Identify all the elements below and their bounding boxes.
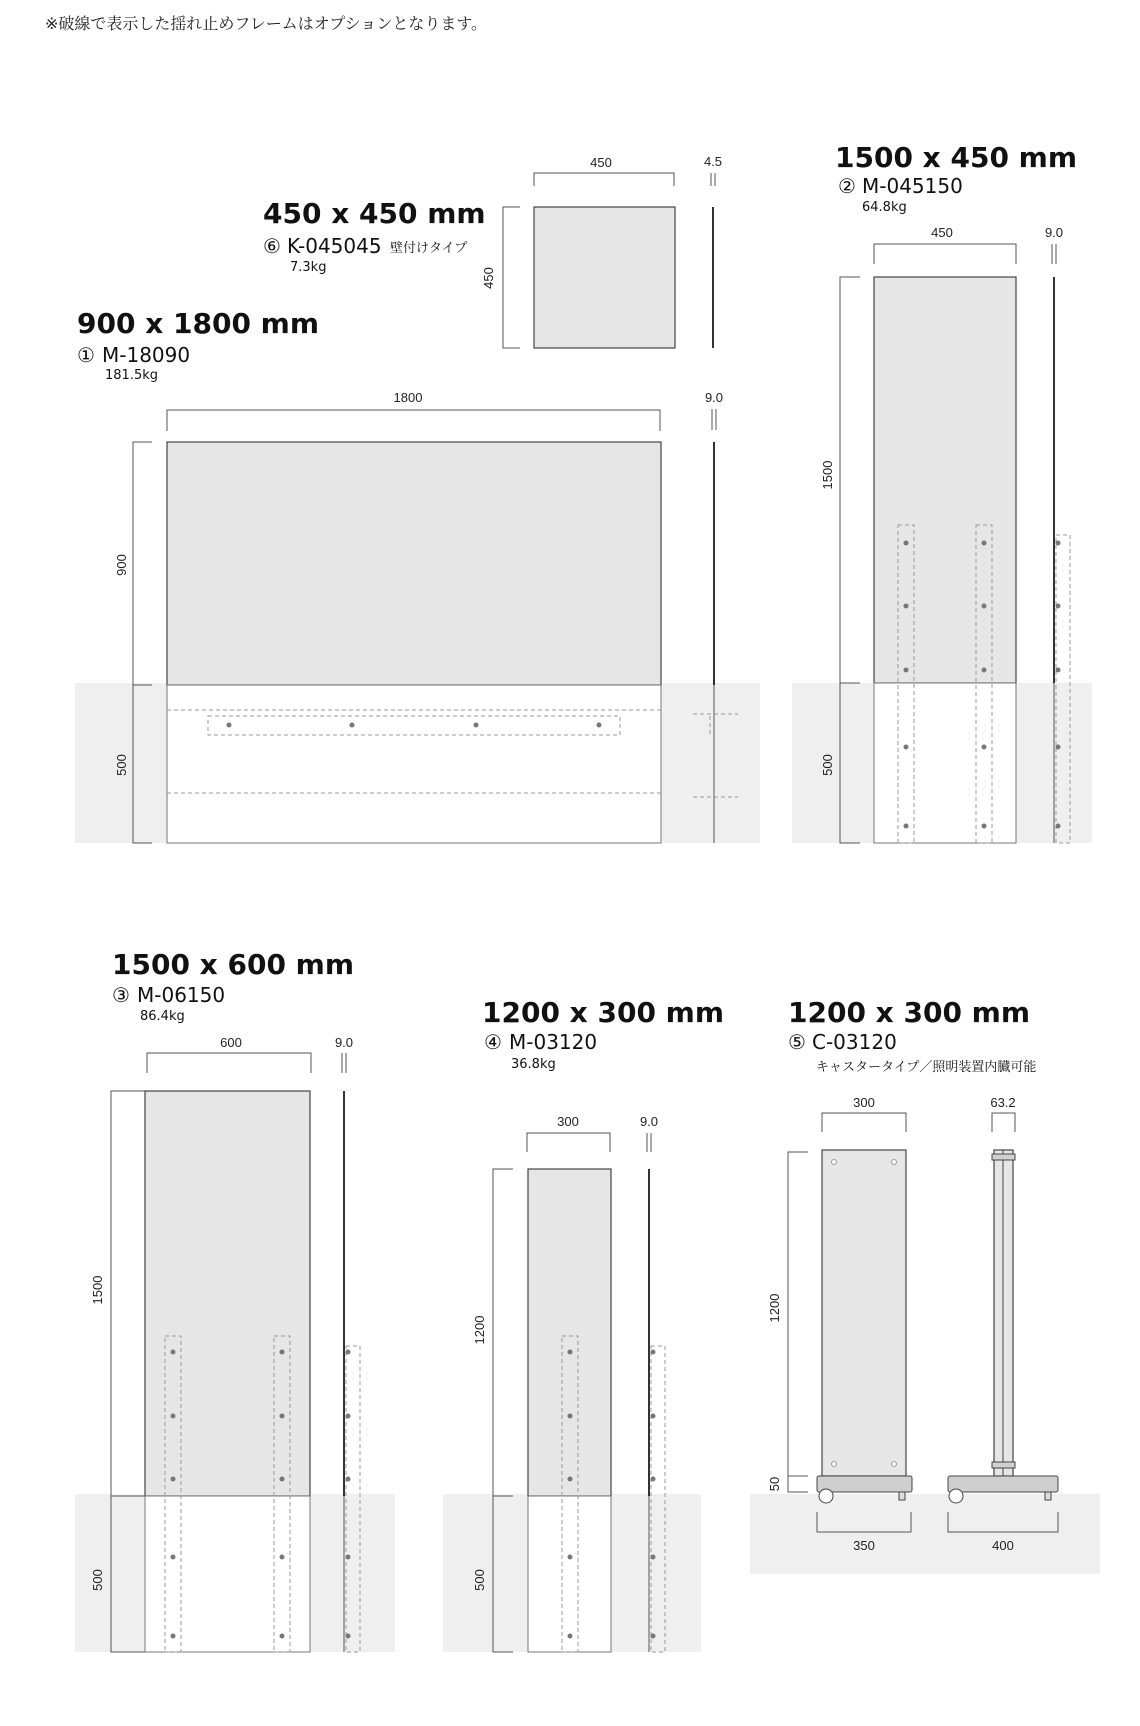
product-1-title: 900 x 1800 mm (77, 307, 320, 340)
p5-panel-front (822, 1150, 906, 1476)
product-1-block (77, 307, 738, 843)
p1-bolt (350, 723, 355, 728)
p5-side-clip-bottom (992, 1462, 1015, 1468)
p2-thickness-dim-line (1052, 244, 1056, 264)
p1-bolt (474, 723, 479, 728)
p2-height-label: 1500 (820, 460, 835, 490)
p2-panel-front (874, 277, 1016, 683)
p6-thickness-label: 4.5 (703, 154, 723, 169)
p3-width-dim-line (147, 1053, 311, 1073)
p1-width-dim-line (167, 410, 660, 431)
product-6-number: ⑥ (263, 234, 281, 258)
product-4-weight: 36.8kg (511, 1057, 556, 1072)
p6-height-label: 450 (481, 267, 496, 289)
p1-height-label: 900 (114, 554, 129, 576)
p3-buried-label: 500 (90, 1569, 105, 1591)
p1-bolt (597, 723, 602, 728)
p5-width-dim-line (822, 1113, 906, 1132)
p1-width-label: 1800 (393, 390, 423, 405)
p3-thickness-label: 9.0 (334, 1035, 354, 1050)
product-4-number: ④ (484, 1030, 502, 1054)
p4-thickness-dim-line (647, 1133, 651, 1152)
product-5-number: ⑤ (788, 1030, 806, 1054)
p2-width-dim-line (874, 244, 1016, 264)
product-1-number: ① (77, 343, 95, 367)
p1-thickness-dim-line (712, 409, 716, 430)
product-1-model: M-18090 (102, 343, 191, 367)
product-6-model: K-045045 (287, 234, 382, 258)
product-3-title: 1500 x 600 mm (112, 948, 355, 981)
p5-width-label: 300 (853, 1095, 875, 1110)
p4-buried-label: 500 (472, 1569, 487, 1591)
p5-adjuster-foot (899, 1492, 905, 1500)
product-2-number: ② (838, 174, 856, 198)
p5-base-height-label: 50 (767, 1476, 782, 1492)
product-2-title: 1500 x 450 mm (835, 141, 1078, 174)
p4-thickness-label: 9.0 (639, 1114, 659, 1129)
p5-base-depth-label: 400 (992, 1538, 1014, 1553)
p6-height-dim-line (503, 207, 520, 348)
p3-thickness-dim-line (342, 1053, 346, 1073)
p6-panel-front (534, 207, 675, 348)
p1-panel-front (167, 442, 661, 685)
ground-band-5 (750, 1494, 1100, 1574)
p5-caster-wheel (819, 1489, 833, 1503)
product-3-number: ③ (112, 983, 130, 1007)
product-2-weight: 64.8kg (862, 200, 907, 215)
product-4-title: 1200 x 300 mm (482, 996, 725, 1029)
product-6-extra: 壁付けタイプ (390, 241, 468, 256)
p1-panel-buried (167, 685, 661, 843)
p3-height-label: 1500 (90, 1275, 105, 1305)
product-6-weight: 7.3kg (290, 260, 327, 275)
p5-height-label: 1200 (767, 1293, 782, 1323)
p3-panel-buried (145, 1496, 310, 1652)
p1-bolt (227, 723, 232, 728)
p1-buried-label: 500 (114, 754, 129, 776)
p5-thickness-dim-line (992, 1113, 1015, 1132)
p6-width-dim-line (534, 173, 674, 186)
product-3-weight: 86.4kg (140, 1009, 185, 1024)
product-3-model: M-06150 (137, 983, 226, 1007)
p5-side-clip-top (992, 1154, 1015, 1160)
p1-thickness-label: 9.0 (704, 390, 724, 405)
product-1-weight: 181.5kg (105, 368, 158, 383)
p3-panel-front (145, 1091, 310, 1496)
product-6-title: 450 x 450 mm (263, 197, 486, 230)
product-5-title: 1200 x 300 mm (788, 996, 1031, 1029)
product-6-block (263, 154, 722, 348)
p4-width-dim-line (527, 1133, 610, 1152)
p2-panel-buried (874, 683, 1016, 843)
p2-thickness-label: 9.0 (1044, 225, 1064, 240)
p4-height-label: 1200 (472, 1315, 487, 1345)
p5-base-width-label: 350 (853, 1538, 875, 1553)
product-4-model: M-03120 (509, 1030, 598, 1054)
p4-panel-front (528, 1169, 611, 1496)
p5-base-front (817, 1476, 912, 1492)
optional-frame-note: ※破線で表示した揺れ止めフレームはオプションとなります。 (45, 14, 488, 33)
p6-thickness-dim-line (711, 173, 715, 186)
p5-base-side (948, 1476, 1058, 1492)
product-2-model: M-045150 (862, 174, 963, 198)
p5-thickness-label: 63.2 (990, 1095, 1016, 1110)
p5-height-dim-line (788, 1152, 808, 1492)
product-5-model: C-03120 (812, 1030, 897, 1054)
product-5-extra: キャスタータイプ／照明装置内臓可能 (816, 1060, 1037, 1075)
p4-panel-buried (528, 1496, 611, 1652)
p5-caster-wheel-side (949, 1489, 963, 1503)
p2-buried-label: 500 (820, 754, 835, 776)
p3-width-label: 600 (220, 1035, 242, 1050)
p2-width-label: 450 (931, 225, 953, 240)
p5-adjuster-foot-side (1045, 1492, 1051, 1500)
p4-width-label: 300 (557, 1114, 579, 1129)
p6-width-label: 450 (590, 155, 612, 170)
product-5-block (767, 996, 1058, 1553)
